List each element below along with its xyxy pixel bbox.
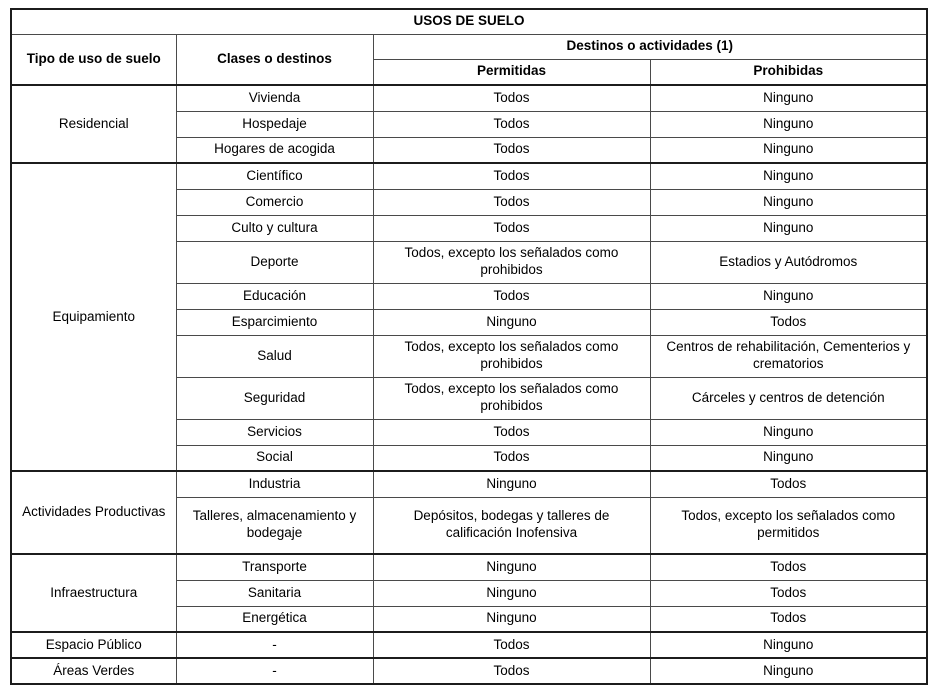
permitidas-cell: Ninguno <box>373 471 650 497</box>
permitidas-cell: Todos <box>373 283 650 309</box>
prohibidas-cell: Ninguno <box>650 419 927 445</box>
prohibidas-cell: Ninguno <box>650 137 927 163</box>
prohibidas-cell: Ninguno <box>650 111 927 137</box>
clase-cell: Educación <box>176 283 373 309</box>
permitidas-cell: Ninguno <box>373 580 650 606</box>
header-permitidas: Permitidas <box>373 59 650 85</box>
clase-cell: Social <box>176 445 373 471</box>
table-row <box>11 554 927 580</box>
permitidas-cell: Todos <box>373 215 650 241</box>
permitidas-cell: Todos, excepto los señalados como prohibidos <box>373 377 650 419</box>
permitidas-cell: Ninguno <box>373 309 650 335</box>
permitidas-cell: Ninguno <box>373 554 650 580</box>
clase-cell: Talleres, almacenamiento y bodegaje <box>176 497 373 554</box>
table-row <box>11 632 927 658</box>
permitidas-cell: Todos, excepto los señalados como prohibidos <box>373 335 650 377</box>
category-cell: Equipamiento <box>11 163 176 471</box>
clase-cell: Servicios <box>176 419 373 445</box>
prohibidas-cell: Ninguno <box>650 632 927 658</box>
clase-cell: - <box>176 632 373 658</box>
table-title: USOS DE SUELO <box>11 9 927 34</box>
permitidas-cell: Todos <box>373 85 650 111</box>
clase-cell: Esparcimiento <box>176 309 373 335</box>
table-header-row-1 <box>11 34 927 59</box>
prohibidas-cell: Todos <box>650 309 927 335</box>
prohibidas-cell: Todos, excepto los señalados como permitidos <box>650 497 927 554</box>
prohibidas-cell: Todos <box>650 580 927 606</box>
clase-cell: Industria <box>176 471 373 497</box>
clase-cell: Transporte <box>176 554 373 580</box>
table-title-row <box>11 9 927 34</box>
permitidas-cell: Ninguno <box>373 606 650 632</box>
permitidas-cell: Depósitos, bodegas y talleres de calificación Inofensiva <box>373 497 650 554</box>
header-prohibidas: Prohibidas <box>650 59 927 85</box>
prohibidas-cell: Ninguno <box>650 189 927 215</box>
clase-cell: Comercio <box>176 189 373 215</box>
prohibidas-cell: Ninguno <box>650 283 927 309</box>
category-cell: Espacio Público <box>11 632 176 658</box>
permitidas-cell: Todos <box>373 163 650 189</box>
clase-cell: Salud <box>176 335 373 377</box>
category-cell: Actividades Productivas <box>11 471 176 554</box>
prohibidas-cell: Ninguno <box>650 85 927 111</box>
clase-cell: Científico <box>176 163 373 189</box>
prohibidas-cell: Todos <box>650 606 927 632</box>
header-tipo-uso: Tipo de uso de suelo <box>11 34 176 85</box>
permitidas-cell: Todos <box>373 137 650 163</box>
prohibidas-cell: Todos <box>650 471 927 497</box>
prohibidas-cell: Centros de rehabilitación, Cementerios y crematorios <box>650 335 927 377</box>
prohibidas-cell: Estadios y Autódromos <box>650 241 927 283</box>
permitidas-cell: Todos <box>373 632 650 658</box>
category-cell: Áreas Verdes <box>11 658 176 684</box>
permitidas-cell: Todos <box>373 658 650 684</box>
clase-cell: Vivienda <box>176 85 373 111</box>
header-destinos-actividades: Destinos o actividades (1) <box>373 34 927 59</box>
prohibidas-cell: Todos <box>650 554 927 580</box>
table-row <box>11 658 927 684</box>
prohibidas-cell: Cárceles y centros de detención <box>650 377 927 419</box>
prohibidas-cell: Ninguno <box>650 163 927 189</box>
clase-cell: Hogares de acogida <box>176 137 373 163</box>
table-row <box>11 163 927 189</box>
clase-cell: Deporte <box>176 241 373 283</box>
permitidas-cell: Todos <box>373 111 650 137</box>
clase-cell: Hospedaje <box>176 111 373 137</box>
permitidas-cell: Todos <box>373 189 650 215</box>
clase-cell: Energética <box>176 606 373 632</box>
header-clases-destinos: Clases o destinos <box>176 34 373 85</box>
permitidas-cell: Todos <box>373 419 650 445</box>
permitidas-cell: Todos <box>373 445 650 471</box>
prohibidas-cell: Ninguno <box>650 445 927 471</box>
category-cell: Residencial <box>11 85 176 163</box>
prohibidas-cell: Ninguno <box>650 215 927 241</box>
clase-cell: Culto y cultura <box>176 215 373 241</box>
clase-cell: Seguridad <box>176 377 373 419</box>
table-row <box>11 471 927 497</box>
permitidas-cell: Todos, excepto los señalados como prohibidos <box>373 241 650 283</box>
land-use-table <box>10 8 928 685</box>
table-row <box>11 85 927 111</box>
clase-cell: Sanitaria <box>176 580 373 606</box>
category-cell: Infraestructura <box>11 554 176 632</box>
prohibidas-cell: Ninguno <box>650 658 927 684</box>
clase-cell: - <box>176 658 373 684</box>
